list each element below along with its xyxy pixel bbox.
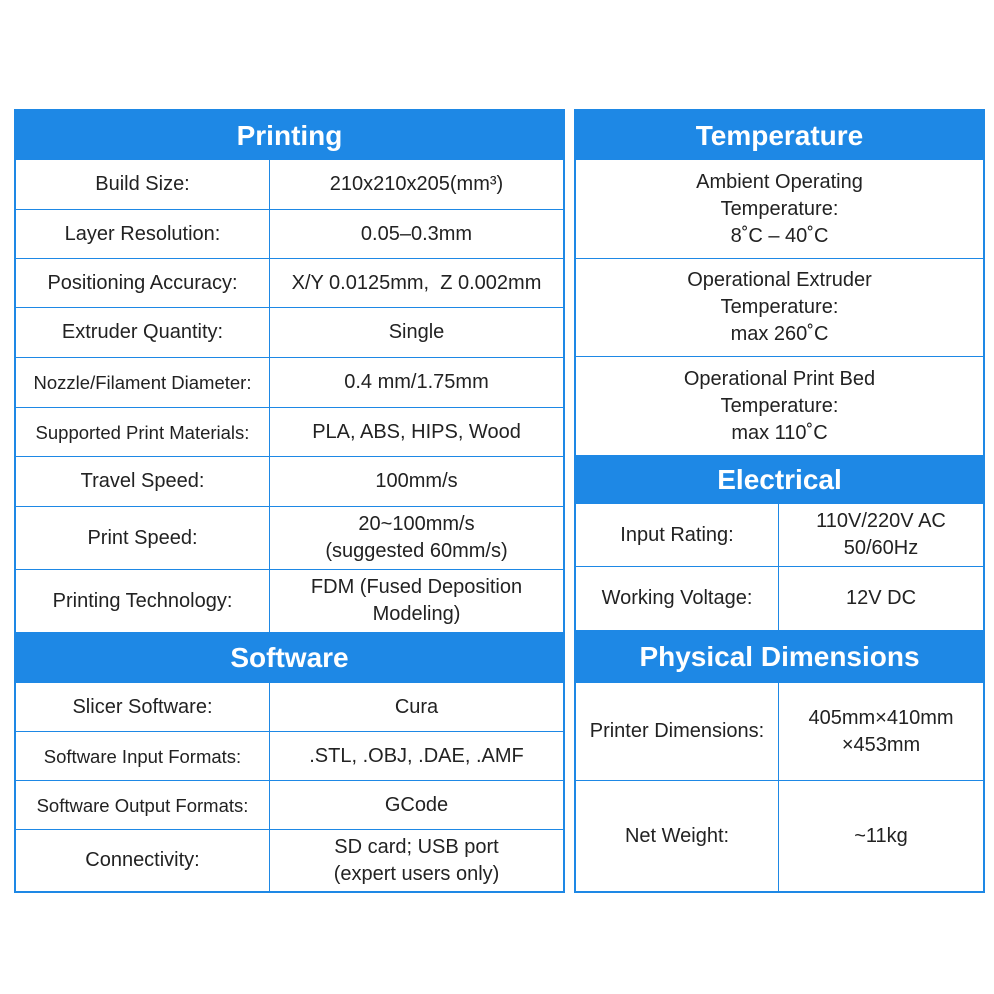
table-row: [16, 457, 563, 507]
row-value: 0.05–0.3mm: [360, 222, 473, 245]
table-row: [16, 570, 563, 632]
row-value: 20~100mm/s (suggested 60mm/s): [325, 513, 508, 562]
table-row: [16, 210, 563, 259]
row-value: X/Y 0.0125mm, Z 0.002mm: [291, 271, 542, 294]
table-row: [16, 408, 563, 457]
row-label: Input Rating:: [576, 504, 779, 566]
row-label: Build Size:: [16, 160, 270, 209]
table-row: [16, 830, 563, 891]
table-row: [16, 507, 563, 570]
row-value: 12V DC: [845, 587, 917, 609]
row-value: FDM (Fused Deposition Modeling): [310, 576, 523, 625]
row-label: Travel Speed:: [16, 457, 270, 506]
table-row: [576, 504, 983, 567]
row-value: 405mm×410mm ×453mm: [808, 706, 954, 756]
row-value: .STL, .OBJ, .DAE, .AMF: [309, 744, 524, 767]
row-value: PLA, ABS, HIPS, Wood: [312, 420, 521, 443]
electrical-header: Electrical: [576, 455, 983, 504]
row-value: ~11kg: [854, 824, 908, 847]
printing-header: Printing: [16, 111, 563, 160]
row-value: 0.4 mm/1.75mm: [344, 371, 489, 393]
row-label: Printer Dimensions:: [576, 683, 779, 780]
table-row: [576, 357, 983, 455]
row-value: SD card; USB port (expert users only): [333, 835, 500, 885]
table-row: [16, 259, 563, 308]
row-label: Supported Print Materials:: [16, 408, 270, 456]
table-row: [576, 567, 983, 630]
row-value: Cura: [394, 695, 439, 718]
row-value: Single: [388, 321, 445, 343]
temperature-print-bed: Operational Print Bed Temperature: max 110˚C: [683, 367, 876, 444]
row-label: Positioning Accuracy:: [16, 259, 270, 307]
table-row: [16, 160, 563, 210]
row-label: Nozzle/Filament Diameter:: [16, 358, 270, 407]
row-value: 100mm/s: [375, 470, 458, 492]
row-label: Net Weight:: [576, 781, 779, 891]
temperature-electrical-physical-table: [574, 109, 985, 893]
row-label: Extruder Quantity:: [16, 308, 270, 357]
row-label: Working Voltage:: [576, 567, 779, 630]
software-header: Software: [16, 632, 563, 683]
row-label: Software Output Formats:: [16, 781, 270, 829]
table-row: [576, 683, 983, 781]
row-label: Software Input Formats:: [16, 732, 270, 780]
row-label: Connectivity:: [16, 830, 270, 891]
row-label: Slicer Software:: [16, 683, 270, 731]
temperature-ambient: Ambient Operating Temperature: 8˚C – 40˚C: [696, 170, 863, 247]
table-row: [16, 683, 563, 732]
temperature-extruder: Operational Extruder Temperature: max 260˚C: [687, 269, 872, 345]
temperature-header: Temperature: [576, 111, 983, 160]
table-row: [576, 781, 983, 891]
row-value: 110V/220V AC 50/60Hz: [816, 510, 946, 559]
row-value: GCode: [384, 793, 449, 816]
row-label: Printing Technology:: [16, 570, 270, 632]
printing-software-table: [14, 109, 565, 893]
table-row: [576, 160, 983, 259]
row-value: 210x210x205(mm³): [329, 173, 504, 195]
table-row: [16, 781, 563, 830]
table-row: [16, 358, 563, 408]
table-row: [576, 259, 983, 357]
physical-dimensions-header: Physical Dimensions: [576, 630, 983, 683]
table-row: [16, 308, 563, 358]
row-label: Print Speed:: [16, 507, 270, 569]
table-row: [16, 732, 563, 781]
row-label: Layer Resolution:: [16, 210, 270, 258]
